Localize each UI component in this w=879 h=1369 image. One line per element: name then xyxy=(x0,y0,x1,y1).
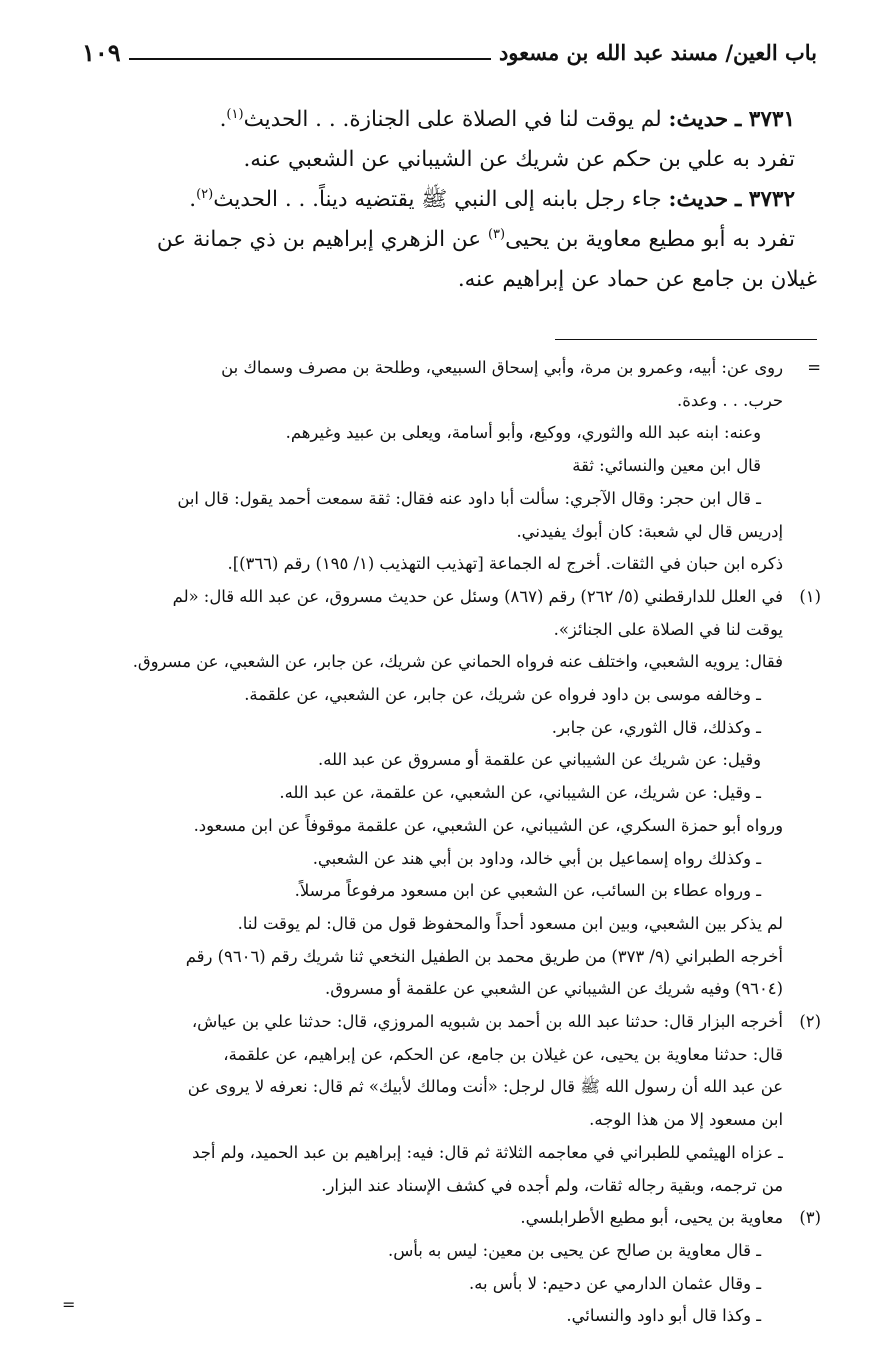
footnote-marker: (١) xyxy=(799,586,821,606)
hadith-entry-3732 xyxy=(82,180,817,220)
footnote-line: ـ وكذلك رواه إسماعيل بن أبي خالد، وداود بن أبي هند عن الشعبي. xyxy=(312,848,761,868)
footnote-line: إدريس قال لي شعبة: كان أبوك يفيدني. xyxy=(516,521,783,541)
footnote-line: ـ وخالفه موسى بن داود فرواه عن شريك، عن جابر، عن الشعبي، عن علقمة. xyxy=(244,685,761,705)
footnote-ref-3: (٣) xyxy=(487,226,506,242)
page-number: ١٠٩ xyxy=(82,37,121,67)
footnote-line: ابن مسعود إلا من هذا الوجه. xyxy=(589,1110,783,1130)
footnote-ref-1: (١) xyxy=(226,106,244,122)
hadith-entry-3731 xyxy=(82,100,817,140)
entry-comment xyxy=(82,140,817,180)
margin-mark: = xyxy=(62,1295,76,1314)
footnote-line: يوقت لنا في الصلاة على الجنائز». xyxy=(553,619,783,639)
footnote-body xyxy=(82,352,783,581)
footnote-1 xyxy=(82,581,823,1006)
entry-text: لم يوقت لنا في الصلاة على الجنازة. . . الحديث xyxy=(243,107,669,132)
footnote-line: في العلل للدارقطني (٥/ ٢٦٢) رقم (٨٦٧) وسئل عن حديث مسروق، عن عبد الله قال: «لم xyxy=(172,586,783,606)
footnote-line: أخرجه البزار قال: حدثنا عبد الله بن أحمد بن شبويه المروزي، قال: حدثنا علي بن عياش، xyxy=(191,1012,783,1032)
footnote-line: وعنه: ابنه عبد الله والثوري، ووكيع، وأبو أسامة، ويعلى بن عبيد وغيرهم. xyxy=(285,423,761,443)
footnote-line: (٩٦٠٤) وفيه شريك عن الشيباني عن الشعبي عن علقمة أو مسروق. xyxy=(324,979,783,999)
footnote-marker: (٣) xyxy=(799,1208,821,1228)
footnote-line: ـ وقيل: عن شريك، عن الشيباني، عن الشعبي، عن علقمة، عن عبد الله. xyxy=(279,783,761,803)
footnotes xyxy=(82,352,823,1333)
entry-keyword: حديث: xyxy=(668,107,729,132)
footnote-line: ـ وكذا قال أبو داود والنسائي. xyxy=(566,1306,761,1326)
entry-text: تفرد به أبو مطيع معاوية بن يحيى xyxy=(505,227,795,252)
footnote-list xyxy=(82,581,823,1333)
entry-text: جاء رجل بابنه إلى النبي ﷺ يقتضيه ديناً. . . الحديث xyxy=(213,187,669,212)
footnote-2 xyxy=(82,1006,823,1202)
entry-end: . xyxy=(219,107,227,132)
entry-end: . xyxy=(189,187,197,212)
entry-comment-continued xyxy=(82,260,817,300)
entry-text: عن الزهري إبراهيم بن ذي جمانة عن xyxy=(156,227,488,252)
footnote-line: وقيل: عن شريك عن الشيباني عن علقمة أو مسروق عن عبد الله. xyxy=(317,750,761,770)
footnote-line: حرب. . . وعدة. xyxy=(677,390,783,410)
entry-text: غيلان بن جامع عن حماد عن إبراهيم عنه. xyxy=(457,267,817,292)
footnote-line: ـ وقال عثمان الدارمي عن دحيم: لا بأس به. xyxy=(469,1273,761,1293)
footnote-continuation xyxy=(82,352,823,581)
footnote-line: أخرجه الطبراني (٩/ ٣٧٣) من طريق محمد بن الطفيل النخعي ثنا شريك رقم (٩٦٠٦) رقم xyxy=(185,946,783,966)
entry-text: تفرد به علي بن حكم عن شريك عن الشيباني عن الشعبي عنه. xyxy=(243,147,795,172)
footnote-ref-2: (٢) xyxy=(196,186,214,202)
header-rule xyxy=(129,58,491,60)
main-text xyxy=(82,100,817,300)
footnote-line: ـ ورواه عطاء بن السائب، عن الشعبي عن ابن مسعود مرفوعاً مرسلاً. xyxy=(294,881,761,901)
footnote-line: ـ قال معاوية بن صالح عن يحيى بن معين: ليس به بأس. xyxy=(388,1240,761,1260)
footnote-line: من ترجمه، وبقية رجاله ثقات، ولم أجده في كشف الإسناد عند البزار. xyxy=(321,1175,783,1195)
footnote-line: ورواه أبو حمزة السكري، عن الشيباني، عن الشعبي، عن علقمة موقوفاً عن ابن مسعود. xyxy=(193,815,783,835)
footnote-line: لم يذكر بين الشعبي، وبين ابن مسعود أحداً والمحفوظ قول من قال: لم يوقت لنا. xyxy=(237,913,783,933)
footnote-body xyxy=(82,1202,783,1333)
footnote-line: قال ابن معين والنسائي: ثقة xyxy=(572,456,761,476)
footnote-body xyxy=(82,1006,783,1202)
continuation-mark: = xyxy=(807,358,821,377)
footnote-line: قال: حدثنا معاوية بن يحيى، عن غيلان بن جامع، عن الحكم، عن إبراهيم، عن علقمة، xyxy=(223,1044,783,1064)
footnote-line: فقال: يرويه الشعبي، واختلف عنه فرواه الحماني عن شريك، عن جابر، عن الشعبي، عن مسروق. xyxy=(132,652,783,672)
footnote-3 xyxy=(82,1202,823,1333)
footnote-line: معاوية بن يحيى، أبو مطيع الأطرابلسي. xyxy=(520,1208,783,1228)
footnote-line: ذكره ابن حبان في الثقات. أخرج له الجماعة [تهذيب التهذيب (١/ ١٩٥) رقم (٣٦٦)]. xyxy=(227,554,783,574)
footnote-line: ـ عزاه الهيثمي للطبراني في معاجمه الثلاثة ثم قال: فيه: إبراهيم بن عبد الحميد، ولم أجد xyxy=(192,1142,783,1162)
entry-number: ٣٧٣١ ـ xyxy=(735,107,795,132)
footnote-separator xyxy=(555,339,817,340)
footnote-line: عن عبد الله أن رسول الله ﷺ قال لرجل: «أنت ومالك لأبيك» ثم قال: نعرفه لا يروى عن xyxy=(187,1077,783,1097)
chapter-title: باب العين/ مسند عبد الله بن مسعود xyxy=(498,39,817,65)
entry-number: ٣٧٣٢ ـ xyxy=(735,187,795,212)
footnote-marker: (٢) xyxy=(799,1012,821,1032)
footnote-line: روى عن: أبيه، وعمرو بن مرة، وأبي إسحاق السبيعي، وطلحة بن مصرف وسماك بن xyxy=(221,358,783,377)
footnote-body xyxy=(82,581,783,1006)
entry-keyword: حديث: xyxy=(668,187,729,212)
page-header xyxy=(82,30,817,74)
entry-comment xyxy=(82,220,817,260)
footnote-line: ـ قال ابن حجر: وقال الآجري: سألت أبا داود عنه فقال: ثقة سمعت أحمد يقول: قال ابن xyxy=(177,488,761,508)
footnote-line: ـ وكذلك، قال الثوري، عن جابر. xyxy=(551,717,761,737)
